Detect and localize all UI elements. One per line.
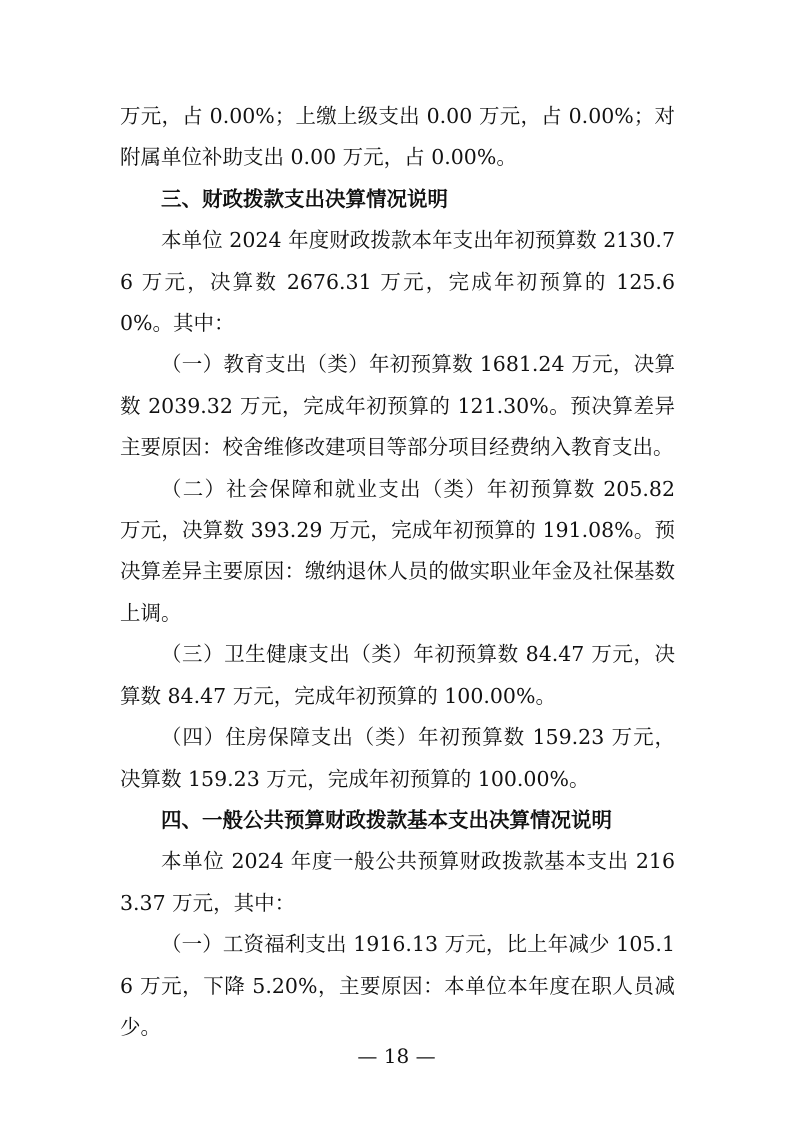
section-heading-3: 三、财政拨款支出决算情况说明 [161, 186, 448, 211]
paragraph-continuation: 万元，占 0.00%；上缴上级支出 0.00 万元，占 0.00%；对附属单位补助支出 0.00 万元，占 0.00%。 [120, 104, 675, 170]
paragraph-basic-expenditure: 本单位 2024 年度一般公共预算财政拨款基本支出 2163.37 万元，其中： [120, 849, 675, 915]
document-body [120, 96, 675, 1048]
paragraph-social-security: （二）社会保障和就业支出（类）年初预算数 205.82 万元，决算数 393.29 万元，完成年初预算的 191.08%。预决算差异主要原因：缴纳退休人员的做实职业年金及社保基数上调。 [120, 476, 675, 625]
paragraph-education: （一）教育支出（类）年初预算数 1681.24 万元，决算数 2039.32 万元，完成年初预算的 121.30%。预决算差异主要原因：校舍维修改建项目等部分项目经费纳入教育支出。 [120, 352, 675, 460]
section-heading-4: 四、一般公共预算财政拨款基本支出决算情况说明 [161, 807, 612, 832]
paragraph-fiscal-summary: 本单位 2024 年度财政拨款本年支出年初预算数 2130.76 万元，决算数 2676.31 万元，完成年初预算的 125.60%。其中： [120, 228, 675, 336]
paragraph-housing: （四）住房保障支出（类）年初预算数 159.23 万元，决算数 159.23 万元，完成年初预算的 100.00%。 [120, 725, 675, 791]
paragraph-health: （三）卫生健康支出（类）年初预算数 84.47 万元，决算数 84.47 万元，完成年初预算的 100.00%。 [120, 642, 675, 708]
page-number: — 18 — [357, 1044, 436, 1068]
paragraph-wages: （一）工资福利支出 1916.13 万元，比上年减少 105.16 万元，下降 5.20%，主要原因：本单位本年度在职人员减少。 [120, 932, 675, 1039]
